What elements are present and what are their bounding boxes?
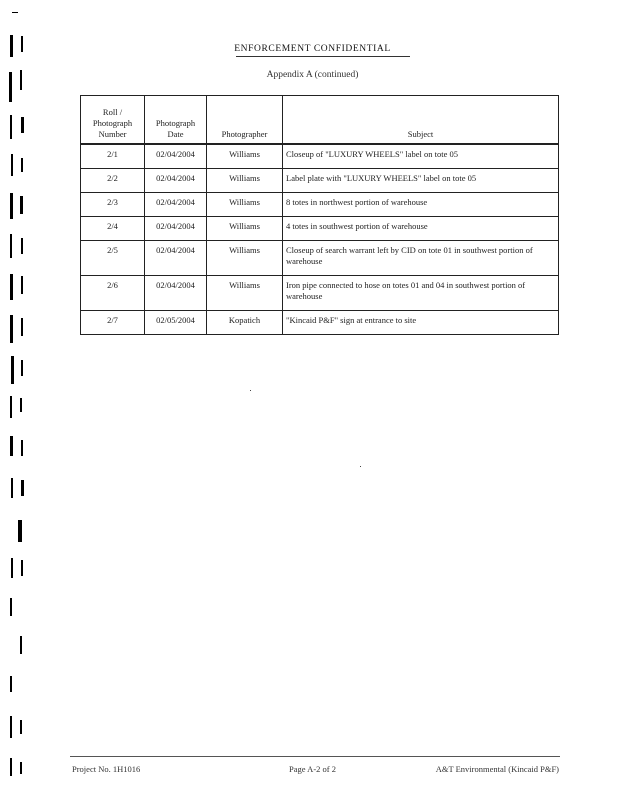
cell-date: 02/04/2004 bbox=[145, 276, 207, 311]
cell-subject: 4 totes in southwest portion of warehouse bbox=[283, 217, 559, 241]
column-header-photographer: Photographer bbox=[207, 96, 283, 145]
cell-photographer: Williams bbox=[207, 193, 283, 217]
cell-date: 02/05/2004 bbox=[145, 311, 207, 335]
cell-roll: 2/7 bbox=[81, 311, 145, 335]
cell-date: 02/04/2004 bbox=[145, 193, 207, 217]
cell-photographer: Williams bbox=[207, 169, 283, 193]
cell-subject: 8 totes in northwest portion of warehouse bbox=[283, 193, 559, 217]
table-header-row bbox=[81, 96, 559, 145]
cell-photographer: Williams bbox=[207, 217, 283, 241]
table-row bbox=[81, 311, 559, 335]
column-header-date: Photograph Date bbox=[145, 96, 207, 145]
cell-roll: 2/5 bbox=[81, 241, 145, 276]
scan-speck bbox=[360, 466, 361, 467]
cell-subject: "Kincaid P&F" sign at entrance to site bbox=[283, 311, 559, 335]
table-row bbox=[81, 241, 559, 276]
cell-roll: 2/2 bbox=[81, 169, 145, 193]
scan-speck bbox=[250, 390, 251, 391]
footer-company: A&T Environmental (Kincaid P&F) bbox=[435, 764, 559, 774]
cell-date: 02/04/2004 bbox=[145, 144, 207, 169]
cell-subject: Closeup of "LUXURY WHEELS" label on tote 05 bbox=[283, 144, 559, 169]
column-header-subject: Subject bbox=[283, 96, 559, 145]
cell-date: 02/04/2004 bbox=[145, 241, 207, 276]
cell-photographer: Williams bbox=[207, 144, 283, 169]
column-header-roll: Roll / Photograph Number bbox=[81, 96, 145, 145]
table-row bbox=[81, 217, 559, 241]
footer-project-number: Project No. 1H1016 bbox=[72, 764, 141, 774]
table-row bbox=[81, 144, 559, 169]
cell-subject: Closeup of search warrant left by CID on tote 01 in southwest portion of warehouse bbox=[283, 241, 559, 276]
table-row bbox=[81, 276, 559, 311]
footer-rule bbox=[70, 756, 560, 757]
confidential-header: ENFORCEMENT CONFIDENTIAL bbox=[234, 44, 391, 54]
footer-page-number: Page A-2 of 2 bbox=[289, 764, 336, 774]
cell-roll: 2/1 bbox=[81, 144, 145, 169]
photo-log-table bbox=[80, 95, 559, 335]
binding-edge-marks bbox=[0, 0, 30, 800]
cell-date: 02/04/2004 bbox=[145, 217, 207, 241]
cell-photographer: Williams bbox=[207, 241, 283, 276]
table-row bbox=[81, 169, 559, 193]
cell-photographer: Kopatich bbox=[207, 311, 283, 335]
table-row bbox=[81, 193, 559, 217]
header-underline bbox=[236, 56, 410, 57]
cell-roll: 2/4 bbox=[81, 217, 145, 241]
cell-roll: 2/3 bbox=[81, 193, 145, 217]
cell-photographer: Williams bbox=[207, 276, 283, 311]
appendix-title: Appendix A (continued) bbox=[266, 70, 359, 80]
cell-date: 02/04/2004 bbox=[145, 169, 207, 193]
cell-subject: Iron pipe connected to hose on totes 01 and 04 in southwest portion of warehouse bbox=[283, 276, 559, 311]
cell-roll: 2/6 bbox=[81, 276, 145, 311]
cell-subject: Label plate with "LUXURY WHEELS" label on tote 05 bbox=[283, 169, 559, 193]
